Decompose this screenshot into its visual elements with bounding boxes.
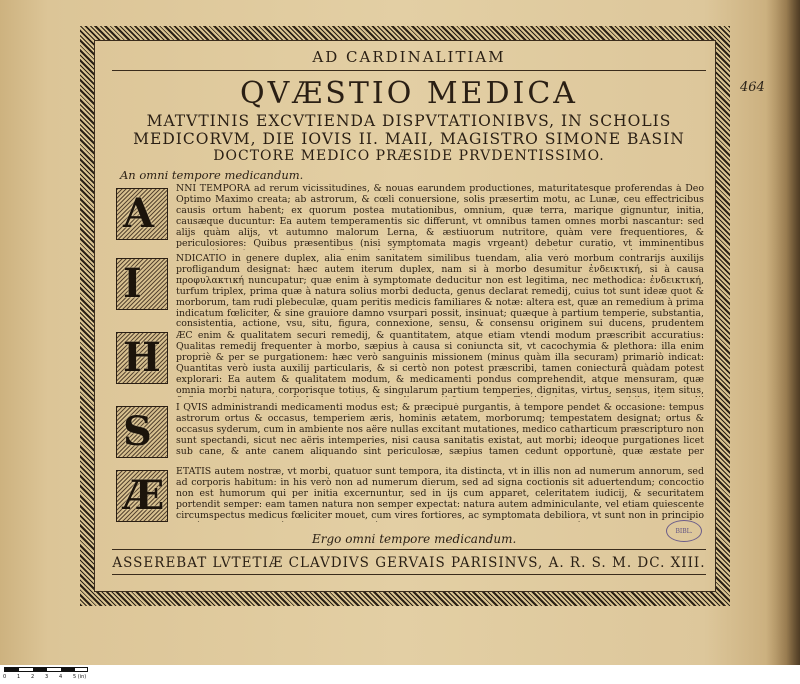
scale-bar xyxy=(4,667,88,672)
imprint-footer: ASSEREBAT LVTETIÆ CLAVDIVS GERVAIS PARISINVS, A. R. S. M. DC. XIII. xyxy=(112,555,706,571)
scale-label: 2 xyxy=(31,674,35,680)
subtitle-line-3: DOCTORE MEDICO PRÆSIDE PRVDENTISSIMO. xyxy=(213,148,605,164)
scale-label: 4 xyxy=(59,674,63,680)
scale-label: 1 xyxy=(17,674,21,680)
subtitle-line-2: MEDICORVM, DIE IOVIS II. MAII, MAGISTRO SIMONE BASIN xyxy=(133,130,685,148)
main-title: QVÆSTIO MEDICA xyxy=(240,76,578,111)
paragraph-5: ETATIS autem nostræ, vt morbi, quatuor sunt tempora, ita distincta, vt in illis non ad numerum annorum, sed ad corporis habitum: in his verò non ad numerum dierum, sed ad signa coctionis sit aduertendum; concoctio non est humorum qui per initia excernuntur, sed in ijs cum apparet, celeritatem iudicij, & securitatem portendit semper: eam tamen natura non semper expectat: natura autem adminiculante, vel etiam quiescente circumspectus medicus fœliciter mouet, cum vires fortiores, ac symptomata debiliora, vt sunt non in principio xyxy=(176,467,704,521)
drop-cap-s: S xyxy=(116,406,168,458)
paragraph-2: NDICATIO in genere duplex, alia enim sanitatem similibus tuendam, alia verò morbum contrarijs auxilijs profligandum designat: hæc autem iterum duplex, nam si à morbo desumitur ἐνδεικτική, si à causa προφυλακτική nuncupatur; quæ enim à symptomate deducitur non est legitima, nec methodica: ἐνδεικτική, turfum triplex, prima quæ à natura solius morbi deducta, genus declarat remedij, cuius tot sunt ideæ quot & morborum, tam rudi plebeculæ, quam peritis medicis familiares & notæ: altera est, quæ an remedium à prima indicatum fœliciter, & sine grauiore damno vsurpari possit, insinuat; quæque à partium temperie, substantia, consistentia, actione, vsu, situ, figura, connexione, sensu, & consensu originem sui ducens, prudentem xyxy=(176,254,704,330)
library-stamp: BIBL. xyxy=(666,520,702,542)
drop-cap-a: A xyxy=(116,188,168,240)
question-line: An omni tempore medicandum. xyxy=(120,168,304,182)
paragraph-1: NNI TEMPORA ad rerum vicissitudines, & nouas earundem productiones, maturitatesque proferendas à Deo Optimo Maximo creata; ab astrorum, & cœli conuersione, solis præsertim motu, ac Lunæ, ceu effectricibus causis ortum habent; ex quorum postea mutationibus, omnium, quæ terra, marique gignuntur, initia, causæque ducuntur: Ea autem temperamentis sic differunt, vt omnibus tamen omnes morbi nascantur: sed alijs quàm alijs, vt autumno malorum Lerna, & æstiuorum nutritore, quàm vere frequentiores, & periculosiores: Quibus præsentibus (nisi symptomata magis vrgeant) debetur curatio, vt imminentibus xyxy=(176,184,704,249)
subtitle-line-1: MATVTINIS EXCVTIENDA DISPVTATIONIBVS, IN SCHOLIS xyxy=(146,112,672,130)
footer-rule-top xyxy=(112,549,706,550)
footer-rule-bottom xyxy=(112,574,706,575)
drop-cap-h: H xyxy=(116,332,168,384)
scale-label: 0 xyxy=(3,674,7,680)
marginal-folio-note: 464 xyxy=(740,80,765,95)
dedication-heading: AD CARDINALITIAM xyxy=(312,48,506,66)
paragraph-3: ÆC enim & qualitatem securi remedij, & quantitatem, atque etiam vtendi modum præscribit accuratius: Qualitas remedij frequenter à morbo, sæpius à causa si coniuncta sit, vt cacochymia & plethora: illa enim propriè & per se purgationem: hæc verò sanguinis missionem (minus quàm illa securam) primariò indicat: Quantitas verò iusta auxilij particularis, & si certò non potest præscribi, tamen coniecturâ quàdam potest explorari: Ea autem & qualitatem modum, & medicamenti pondus comprehendit, atque mensuram, quæ omnia morbi natura, corporisque totius, & singularum partium temperies, dignitas, virtus, sensus, item situs, xyxy=(176,331,704,396)
drop-cap-i: I xyxy=(116,258,168,310)
scale-label: 3 xyxy=(45,674,49,680)
paragraph-4: I QVIS administrandi medicamenti modus est; & præcipuè purgantis, à tempore pendet & occasione: tempus astrorum ortus & occasus, temperiem æris, hominis ætatem, morborumq; tempestatem designat; ortus & occasus syderum, cum in ambiente nos aëre nullas excitant mutationes, medico catharticum præscripturo non sunt spectandi, sicut nec aëris intemperies, nisi causa sanitatis existat, aut morbi; ideoque purgationes licet sub cane, & ante canem aliquando sint periculosæ, sæpius tamen cedunt opportunè, quæ æstate per xyxy=(176,403,704,457)
scale-label: 5 (in) xyxy=(73,674,87,680)
title-rule xyxy=(112,70,706,71)
page-gutter-shadow xyxy=(766,0,800,665)
measurement-scale xyxy=(0,665,800,684)
conclusion-line: Ergo omni tempore medicandum. xyxy=(312,532,517,546)
drop-cap-ae: Æ xyxy=(116,470,168,522)
